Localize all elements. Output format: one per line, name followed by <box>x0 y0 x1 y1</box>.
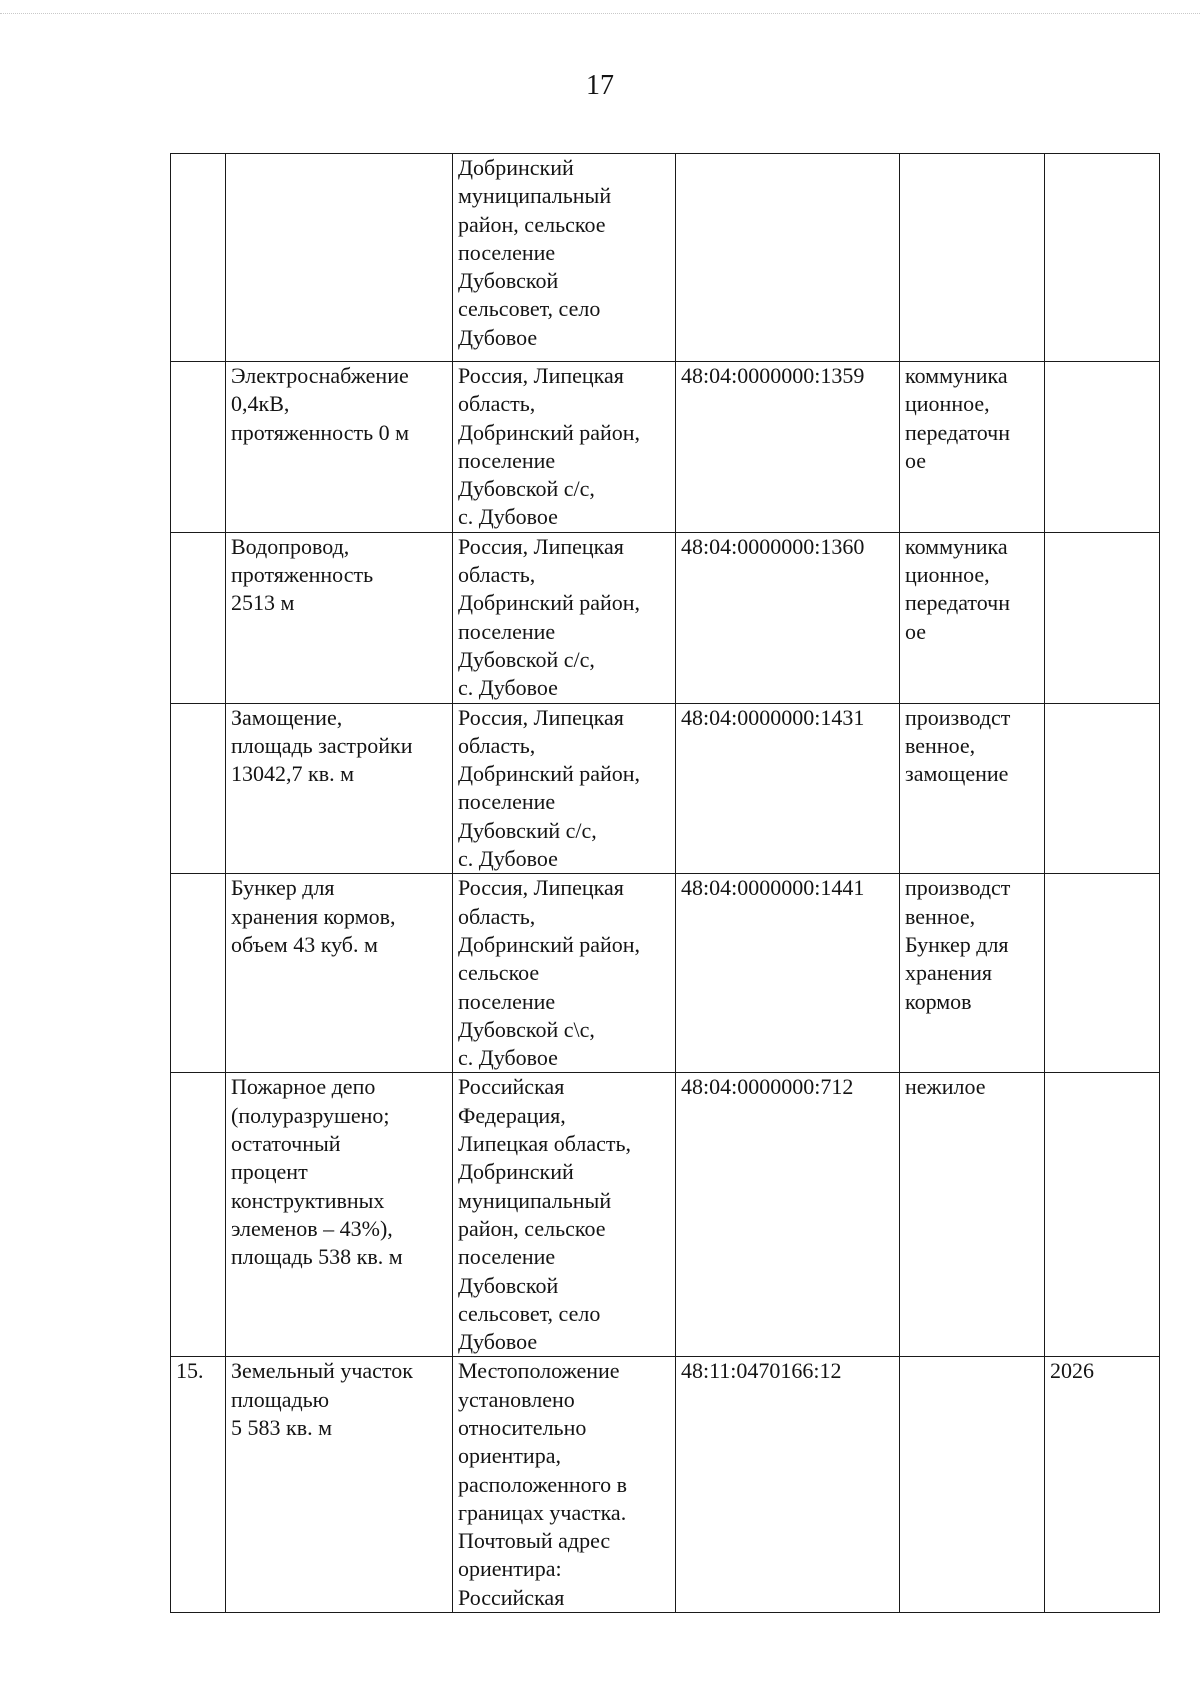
item-number-cell <box>171 1357 226 1613</box>
purpose-cell <box>900 362 1045 533</box>
address-line: Дубовое <box>458 324 538 350</box>
address-line: границах участка. <box>458 1499 627 1525</box>
name-line: 13042,7 кв. м <box>231 761 354 787</box>
cadastral-number-cell <box>676 532 900 703</box>
purpose-line: ционное, <box>905 562 990 588</box>
address-line: Дубовое <box>458 1329 538 1355</box>
cadastral-text: 48:04:0000000:1441 <box>681 875 865 901</box>
name-line: Замощение, <box>231 704 343 730</box>
address-line: Дубовской с/с, <box>458 646 595 672</box>
year-cell <box>1045 154 1160 362</box>
purpose-line: ое <box>905 618 927 644</box>
address-line: Добринский <box>458 1159 574 1185</box>
purpose-line: передаточн <box>905 590 1010 616</box>
address-line: Дубовской с\с, <box>458 1016 595 1042</box>
address-line: Липецкая область, <box>458 1131 632 1157</box>
cadastral-text: 48:04:0000000:1431 <box>681 704 865 730</box>
address-line: Дубовский с/с, <box>458 817 597 843</box>
address-line: поселение <box>458 789 556 815</box>
purpose-cell <box>900 1073 1045 1357</box>
address-line: ориентира, <box>458 1443 561 1469</box>
address-line: область, <box>458 562 536 588</box>
address-line: Добринский район, <box>458 590 641 616</box>
cadastral-text: 48:04:0000000:712 <box>681 1074 854 1100</box>
year-cell <box>1045 703 1160 874</box>
purpose-line: венное, <box>905 732 976 758</box>
table-row <box>171 874 1160 1073</box>
address-line: относительно <box>458 1414 587 1440</box>
item-number-cell <box>171 154 226 362</box>
cadastral-number-cell <box>676 703 900 874</box>
purpose-line: Бункер для <box>905 931 1009 957</box>
purpose-cell <box>900 532 1045 703</box>
address-line: область, <box>458 732 536 758</box>
address-line: район, сельское <box>458 211 606 237</box>
item-number-cell <box>171 1073 226 1357</box>
address-line: расположенного в <box>458 1471 628 1497</box>
object-name-cell <box>226 154 453 362</box>
name-line: площадь 538 кв. м <box>231 1244 403 1270</box>
address-cell <box>453 362 676 533</box>
address-line: Федерация, <box>458 1102 566 1128</box>
address-line: Россия, Липецкая <box>458 704 624 730</box>
table-row <box>171 532 1160 703</box>
purpose-line: производст <box>905 704 1011 730</box>
name-line: 0,4кВ, <box>231 391 290 417</box>
address-line: Добринский <box>458 155 574 180</box>
year-text: 2026 <box>1050 1358 1094 1384</box>
name-line: процент <box>231 1159 308 1185</box>
address-line: Добринский район, <box>458 761 641 787</box>
address-line: область, <box>458 903 536 929</box>
purpose-cell <box>900 874 1045 1073</box>
address-line: Россия, Липецкая <box>458 875 624 901</box>
year-cell <box>1045 874 1160 1073</box>
address-cell <box>453 703 676 874</box>
name-line: Пожарное депо <box>231 1074 376 1100</box>
table-row <box>171 703 1160 874</box>
name-line: остаточный <box>231 1131 341 1157</box>
address-cell <box>453 1357 676 1613</box>
purpose-line: венное, <box>905 903 976 929</box>
purpose-cell <box>900 703 1045 874</box>
address-cell <box>453 1073 676 1357</box>
object-name-cell <box>226 1357 453 1613</box>
address-line: район, сельское <box>458 1215 606 1241</box>
address-line: с. Дубовое <box>458 846 558 872</box>
table-row <box>171 154 1160 362</box>
address-line: Добринский район, <box>458 931 641 957</box>
purpose-line: производст <box>905 875 1011 901</box>
purpose-line: коммуника <box>905 533 1008 559</box>
cadastral-number-cell <box>676 1073 900 1357</box>
address-line: поселение <box>458 1244 556 1270</box>
address-line: с. Дубовое <box>458 504 558 530</box>
name-line: 2513 м <box>231 590 295 616</box>
name-line: элеменов – 43%), <box>231 1215 393 1241</box>
purpose-line: ционное, <box>905 391 990 417</box>
address-line: поселение <box>458 618 556 644</box>
address-line: Дубовской <box>458 268 559 294</box>
item-number-cell <box>171 362 226 533</box>
name-line: площадь застройки <box>231 732 413 758</box>
cadastral-text: 48:11:0470166:12 <box>681 1358 842 1384</box>
address-line: Россия, Липецкая <box>458 533 624 559</box>
name-line: хранения кормов, <box>231 903 396 929</box>
page-number: 17 <box>586 70 614 101</box>
name-line: Земельный участок <box>231 1358 413 1384</box>
address-line: Местоположение <box>458 1358 620 1384</box>
item-number-cell <box>171 703 226 874</box>
num-text: 15. <box>176 1358 204 1384</box>
address-line: Дубовской с/с, <box>458 476 595 502</box>
cadastral-number-cell <box>676 874 900 1073</box>
purpose-cell <box>900 1357 1045 1613</box>
property-table-body <box>171 154 1160 1613</box>
purpose-line: замощение <box>905 761 1009 787</box>
item-number-cell <box>171 874 226 1073</box>
name-line: Бункер для <box>231 875 335 901</box>
cadastral-text: 48:04:0000000:1359 <box>681 363 865 388</box>
cadastral-number-cell <box>676 362 900 533</box>
property-table <box>170 153 1160 1613</box>
name-line: Электроснабжение <box>231 363 409 388</box>
cadastral-number-cell <box>676 1357 900 1613</box>
address-line: Дубовской <box>458 1272 559 1298</box>
address-line: ориентира: <box>458 1556 562 1582</box>
address-line: сельсовет, село <box>458 296 601 322</box>
scan-edge <box>0 13 1200 14</box>
item-number-cell <box>171 532 226 703</box>
cadastral-text: 48:04:0000000:1360 <box>681 533 865 559</box>
address-line: область, <box>458 391 536 417</box>
object-name-cell <box>226 703 453 874</box>
address-line: Добринский район, <box>458 419 641 445</box>
address-line: Российская <box>458 1584 565 1610</box>
year-cell <box>1045 362 1160 533</box>
name-line: протяженность 0 м <box>231 419 410 445</box>
address-cell <box>453 874 676 1073</box>
name-line: Водопровод, <box>231 533 350 559</box>
object-name-cell <box>226 1073 453 1357</box>
address-line: с. Дубовое <box>458 675 558 701</box>
year-cell <box>1045 1073 1160 1357</box>
object-name-cell <box>226 532 453 703</box>
address-line: Российская <box>458 1074 565 1100</box>
name-line: протяженность <box>231 562 374 588</box>
address-line: муниципальный <box>458 1187 612 1213</box>
year-cell <box>1045 1357 1160 1613</box>
purpose-line: коммуника <box>905 363 1008 388</box>
name-line: объем 43 куб. м <box>231 931 378 957</box>
address-line: установлено <box>458 1386 575 1412</box>
year-cell <box>1045 532 1160 703</box>
name-line: 5 583 кв. м <box>231 1414 332 1440</box>
purpose-cell <box>900 154 1045 362</box>
table-row <box>171 1073 1160 1357</box>
address-line: сельское <box>458 960 540 986</box>
address-line: с. Дубовое <box>458 1045 558 1071</box>
address-line: поселение <box>458 447 556 473</box>
object-name-cell <box>226 874 453 1073</box>
purpose-line: ое <box>905 447 927 473</box>
table-row <box>171 1357 1160 1613</box>
name-line: площадью <box>231 1386 330 1412</box>
purpose-line: кормов <box>905 988 972 1014</box>
name-line: конструктивных <box>231 1187 385 1213</box>
address-line: сельсовет, село <box>458 1300 601 1326</box>
cadastral-number-cell <box>676 154 900 362</box>
purpose-line: нежилое <box>905 1074 986 1100</box>
address-line: поселение <box>458 239 556 265</box>
address-cell <box>453 532 676 703</box>
address-cell <box>453 154 676 362</box>
address-line: муниципальный <box>458 183 612 209</box>
table-row <box>171 362 1160 533</box>
address-line: Россия, Липецкая <box>458 363 624 388</box>
address-line: поселение <box>458 988 556 1014</box>
purpose-line: хранения <box>905 960 992 986</box>
address-line: Почтовый адрес <box>458 1528 611 1554</box>
purpose-line: передаточн <box>905 419 1010 445</box>
name-line: (полуразрушено; <box>231 1102 390 1128</box>
object-name-cell <box>226 362 453 533</box>
